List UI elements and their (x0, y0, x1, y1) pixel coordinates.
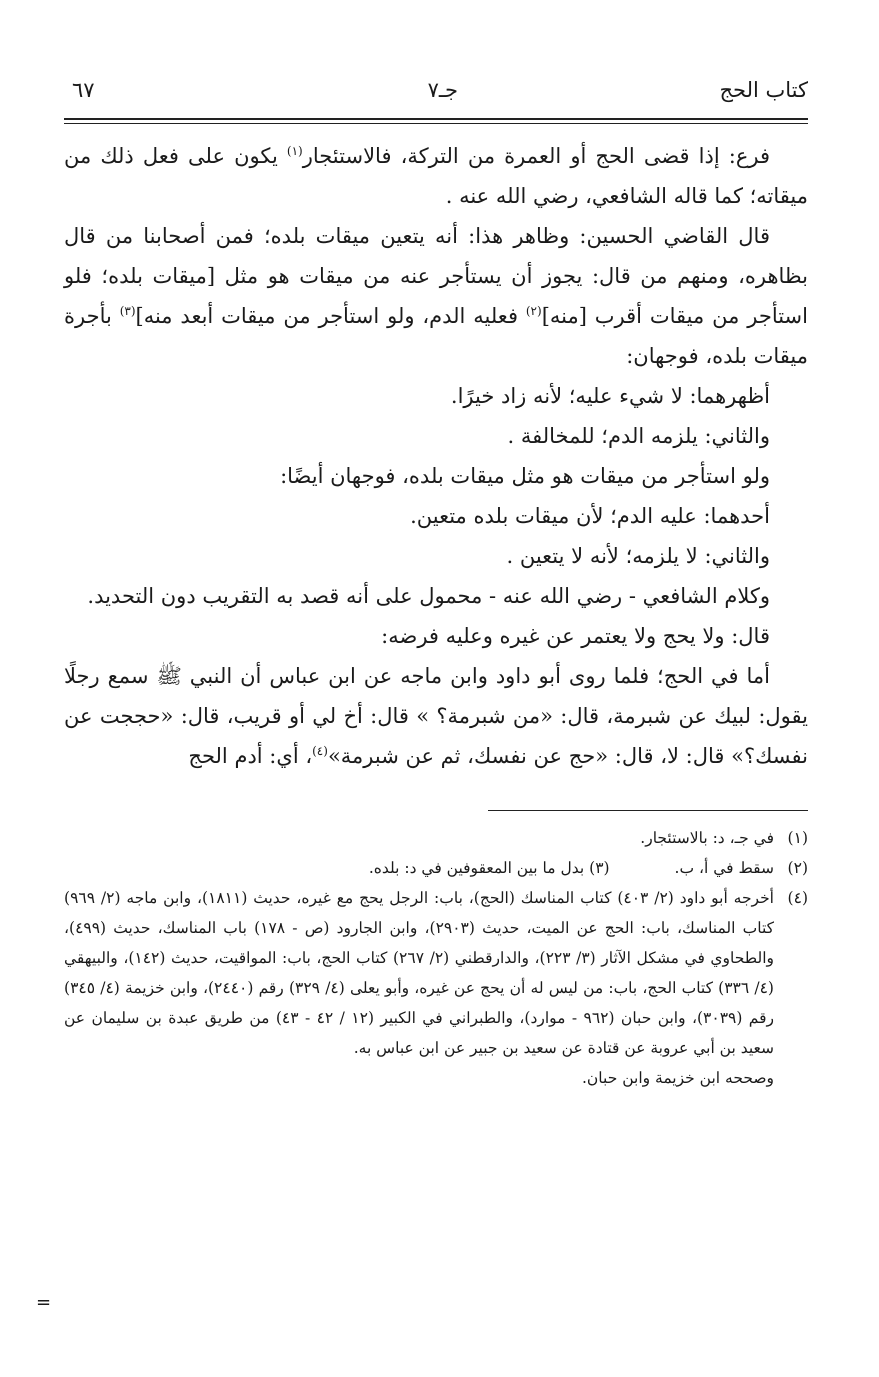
paragraph-far: فرع: إذا قضى الحج أو العمرة من التركة، فالاستئجار$^{(١)}$ يكون على فعل ذلك من ميقاته؛ كما قاله الشافعي، رضي الله عنه . (64, 144, 808, 208)
paragraph-kalam-shafii: وكلام الشافعي - رضي الله عنه - محمول على أنه قصد به التقريب دون التحديد. (87, 584, 770, 608)
paragraph-qala: قال: ولا يحج ولا يعتمر عن غيره وعليه فرضه: (381, 624, 770, 648)
header-rule-thin (64, 123, 808, 124)
footnote-ref-2[interactable]: (٢) (525, 304, 542, 318)
header-rule-thick (64, 118, 808, 120)
footnote-ref-3[interactable]: (٣) (119, 304, 136, 318)
main-text (64, 136, 808, 776)
margin-mark: = (36, 1292, 52, 1313)
footnote-2-3: (٢) سقط في أ، ب. (٣) بدل ما بين المعقوفين في د: بلده. (368, 859, 808, 877)
footnote-rule (488, 810, 808, 811)
volume-number: جـ٧ (427, 78, 458, 102)
paragraph-law-istajar: ولو استأجر من ميقات هو مثل ميقات بلده، فوجهان أيضًا: (280, 464, 770, 488)
page-header (64, 78, 808, 112)
footnotes (64, 823, 808, 1093)
footnote-3-num: (٣) (589, 859, 610, 877)
paragraph-thani-1: والثاني: يلزمه الدم؛ للمخالفة . (507, 424, 770, 448)
paragraph-hadith-shubruma: أما في الحج؛ فلما روى أبو داود وابن ماجه عن ابن عباس أن النبي ﷺ سمع رجلًا يقول: لبيك عن شبرمة، قال: «من شبرمة؟ » قال: أخ لي أو قريب، قال: «حججت عن نفسك؟» قال: لا، قال: «حج عن نفسك، ثم عن شبرمة»$^{(٤)}$، أي: أدم الحج (64, 664, 808, 768)
book-title: كتاب الحج (719, 78, 808, 102)
footnote-3: بدل ما بين المعقوفين في د: بلده. (368, 859, 585, 877)
footnote-ref-1[interactable]: (١) (286, 144, 303, 158)
footnote-4: (٤) أخرجه أبو داود (٢/ ٤٠٣) كتاب المناسك (الحج)، باب: الرجل يحج مع غيره، حديث (١٨١١)، وابن ماجه (٢/ ٩٦٩) كتاب المناسك، باب: الحج عن الميت، حديث (٢٩٠٣)، وابن الجارود (ص - ١٧٨) باب المناسك، حديث (٤٩٩)، والطحاوي في مشكل الآثار (٣/ ٢٢٣)، والدارقطني (٢/ ٢٦٧) كتاب الحج، باب: المواقيت، حديث (١٤٢)، والبيهقي (٤/ ٣٣٦) كتاب الحج، باب: من ليس له أن يحج عن غيره، وأبو يعلى (٤/ ٣٢٩) رقم (٢٤٤٠)، وابن خزيمة (٤/ ٣٤٥) رقم (٣٠٣٩)، وابن حبان (٩٦٢ - موارد)، والطبراني في الكبير (١٢ / ٤٢ - ٤٣) من طريق عبدة بن سليمان عن سعيد بن أبي عروبة عن قتادة عن سعيد بن جبير عن ابن عباس به. (64, 889, 808, 1057)
book-page (64, 78, 808, 1093)
page-number: ٦٧ (72, 78, 95, 102)
paragraph-azharuhuma: أظهرهما: لا شيء عليه؛ لأنه زاد خيرًا. (450, 384, 770, 408)
paragraph-qadi-husayn: قال القاضي الحسين: وظاهر هذا: أنه يتعين ميقات بلده؛ فمن أصحابنا من قال بظاهره، ومنهم من قال: يجوز أن يستأجر عنه من ميقات هو مثل [ميقات بلده؛ فلو استأجر من ميقات أقرب [منه]$^{(٢)}$ فعليه الدم، ولو استأجر من ميقات أبعد منه]$^{(٣)}$ بأجرة ميقات بلده، فوجهان: (64, 224, 808, 368)
footnote-1: (١) في جـ، د: بالاستئجار. (640, 829, 808, 847)
footnote-4-continuation: وصححه ابن خزيمة وابن حبان. (581, 1069, 774, 1087)
paragraph-thani-2: والثاني: لا يلزمه؛ لأنه لا يتعين . (506, 544, 770, 568)
footnote-2: سقط في أ، ب. (674, 859, 774, 877)
footnote-ref-4[interactable]: (٤) (312, 744, 328, 758)
paragraph-ahaduhuma: أحدهما: عليه الدم؛ لأن ميقات بلده متعين. (410, 504, 770, 528)
